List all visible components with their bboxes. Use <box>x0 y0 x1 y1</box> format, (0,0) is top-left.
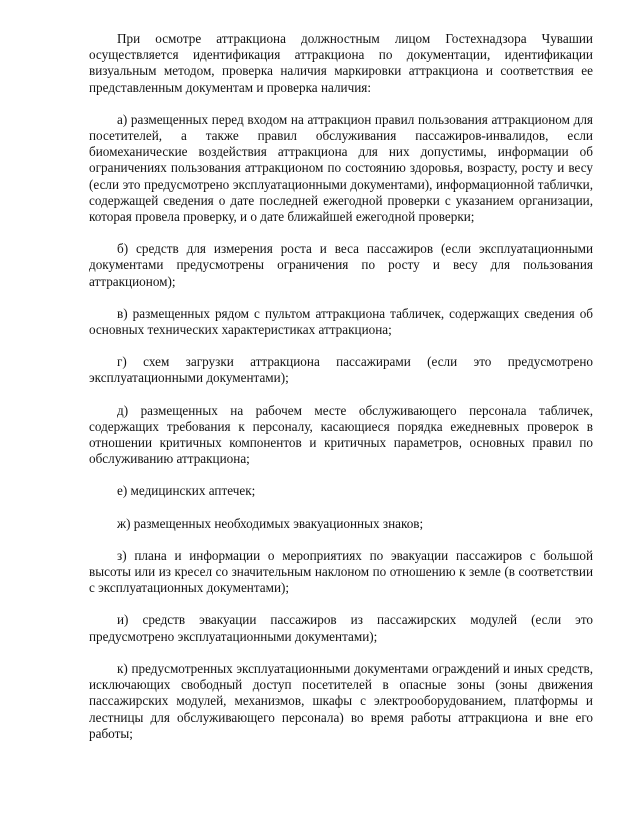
list-item-i: и) средств эвакуации пассажиров из пассажирских модулей (если это предусмотрено эксплуатационными документами); <box>89 612 593 644</box>
list-item-v: в) размещенных рядом с пультом аттракциона табличек, содержащих сведения об основных технических характеристиках аттракциона; <box>89 305 593 338</box>
list-item-d: д) размещенных на рабочем месте обслуживающего персонала табличек, содержащих требования к персоналу, касающиеся порядка ежедневных проверок в отношении критичных компонентов и критичных параметров, основных правил по обслуживанию аттракциона; <box>89 402 593 467</box>
list-item-k: к) предусмотренных эксплуатационными документами ограждений и иных средств, исключающих свободный доступ посетителей в опасные зоны (зоны движения пассажирских модулей, механизмов, шкафы с электрооборудованием, платформы и лестницы для обслуживающего персонала) во время работы аттракциона и вне его работы; <box>89 660 593 741</box>
document-page <box>89 31 593 758</box>
list-item-zh: ж) размещенных необходимых эвакуационных знаков; <box>117 515 424 531</box>
list-item-b: б) средств для измерения роста и веса пассажиров (если эксплуатационными документами предусмотрены ограничения по росту и весу для пользования аттракционом); <box>89 241 593 289</box>
list-item-g: г) схем загрузки аттракциона пассажирами (если это предусмотрено эксплуатационными документами); <box>89 354 593 386</box>
list-item-a: а) размещенных перед входом на аттракцион правил пользования аттракционом для посетителей, а также правил обслуживания пассажиров-инвалидов, если биомеханические воздействия аттракциона для них допустимы, информации об ограничениях пользования аттракционом по состоянию здоровья, возрасту, росту и весу (если это предусмотрено эксплуатационными документами), информационной таблички, содержащей сведения о дате последней ежегодной проверки с указанием организации, которая провела проверку, и о дате ближайшей ежегодной проверки; <box>89 111 593 225</box>
list-item-e: е) медицинских аптечек; <box>117 483 256 499</box>
intro-paragraph: При осмотре аттракциона должностным лицом Гостехнадзора Чувашии осуществляется идентификация аттракциона по документации, идентификации визуальным методом, проверка наличия маркировки аттракциона и соответствия ее представленным документам и проверка наличия: <box>89 31 593 95</box>
list-item-z: з) плана и информации о мероприятиях по эвакуации пассажиров с большой высоты или из кресел со значительным наклоном по отношению к земле (в соответствии с эксплуатационных документами); <box>89 547 593 596</box>
